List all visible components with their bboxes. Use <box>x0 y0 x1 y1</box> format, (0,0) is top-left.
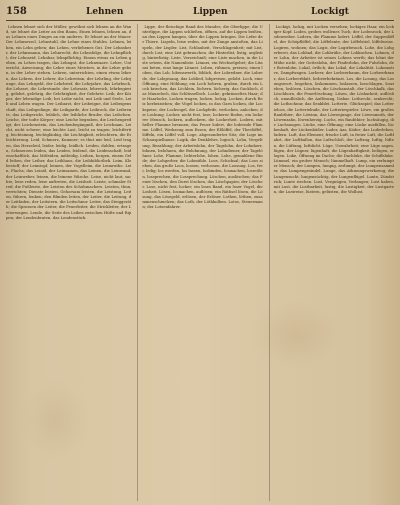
column-right-text: Lockigt, lockig, mit Locken versehen; lockiges Haar, ein lockiger Kopf. Loden, grobes wollenes Tuch; der Lodenrock, der Lodenweber. Lodern, die Flamme lodert. Löffel, der Suppenlöffel, der Schöpflöffel, die Löffelente, der Löffelstiel, löffelweise. Logiren, wohnen; das Logis, der Logirbesuch. Lohe, die Lohgerberei, das Lohbad, die Lohbrühe, der Lohkuchen. Lohnen, der Lohn, der Arbeiter ist seines Lohnes werth; das lohnt der Mühe nicht, der Gotteslohn, der Finderlohn, der Fuhrlohn, der Botenlohn. Lokal, örtlich; das Lokal, die Lokalität. Lokomotive, Dampfwagen. Lorbeer, der Lorbeerbaum, der Lorbeerkranz, das Lorbeerblatt, lorbeerbekränzt. Los, die Losung, das Losungswort, losgehen, loskommen, loslassen, losschlagen, losziehen, loslösen. Löschen, die Löschanstalt, der Löschkalk, das Löschhorn, die Feuerlöschung. Lösen, die Lösbarkeit, auflöslich, unauflöslich, die Auflösung, lösbar. Lothrecht, senkrecht; die Lothschnur, das Senkblei. Lotterie, Glücksspiel; das Lotterieloos, die Lotteriebude, der Lotteriespieler. Löwe, ein großes Raubthier; die Löwinn, das Löwenjunge, der Löwenmuth, der Löwenzahn, löwenherzig. Luchs, ein Raubthier; luchsäugig, die Luchsaugen. Lücke, eine Öffnung; eine Lücke ausfüllen, lückenhaft, der Lückenbüßer. Luder, Aas, Köder; das Luderleben, ludern. Luft, das Element; frische Luft, in freier Luft, die Luftfahrt, der Luftballon, das Luftschloß, der Luftzug, luftig, lüften, die Lüftung, luftdicht. Lüge, Unwahrheit; eine Lüge sagen, lügen, der Lügner, lügenhaft, die Lügenhaftigkeit, belügen, erlogen. Luke, Öffnung im Dache; die Dachluke, die Schiffsluke. Lümmel, ein grober Mensch; lümmelhaft. Lump, ein zerlumpter Mensch; der Lumpen, lumpig, zerlumpt, der Lumpensammler, das Lumpengesindel. Lunge, das Athmungswerkzeug; die Lungensucht, lungensüchtig, der Lungenflügel. Lunte, Zündstrick; Lunte riechen. Lust, Vergnügen, Verlangen; Lust haben, mit Lust, die Lustbarkeit, lustig, die Lustigkeit, der Lustgarten, die Lustreise, lüstern, gelüsten, die Wollust. <box>273 24 394 194</box>
running-head-right: Lockigt <box>311 7 349 17</box>
header-rule <box>6 20 394 21</box>
column-middle <box>137 24 262 501</box>
running-head-middle: Lippen <box>193 7 228 17</box>
column-left <box>6 24 131 501</box>
text-columns <box>6 24 394 501</box>
column-left-text: Lehnen lehnet sich der Müller, gewöhnt sich lehnen an die Wand, sie lehnet die Leiter an den Baum. Einen lehnen, lehnen an, das Lehnen eines Dinges an ein anderes. Er lehnet an der Mauer. Der Lehnsessel, Lehnstuhl, die Lehne eines Stuhles. Lehnen, leihen, ein Lehn geben; das Lehen, verliehenes Gut. Der Lehnsherr, der Lehnsmann, das Lehnrecht, die Lehnsfolge, die Lehnpflicht, der Lehnseid. Lehnbar, lehnpflichtig. Einem etwas zu Lehen geben, zu Lehen tragen, das Lehngut, die Lehnwaare. Lehre, Unterricht, Anweisung; die Lehre eines Meisters, in die Lehre geben, in der Lehre stehen. Lehren, unterrichten, einen etwas lehren, das Lehren, der Lehrer, die Lehrerinn, der Lehrling, der Lehrjunge, das Lehrgeld, der Lehrbrief, die Lehrjahre, das Lehrbuch, die Lehrart, die Lehrstunde, der Lehrsatz, lehrreich, lehrbegierig, gelehrt, gelehrig, die Gelehrigkeit, der Gelehrte. Leib, der Körper, der lebendige Leib; bei Leibe nicht, mit Leib und Seele, Leib und Leben wagen. Der Leibarzt, der Leibeigne, die Leibeigenschaft, das Leibgedinge, die Leibgarde, der Leibrock, die Leibrente, das Leibgericht, leiblich, der leibliche Bruder, das Leibchen. Leiche, der todte Körper; eine Leiche begraben, die Leichenpredigt, der Leichenstein, das Leichenbegängniß, der Leichnam. Leicht, nicht schwer; eine leichte Last, leicht zu tragen, leichtfertig, leichtsinnig, leichtgläubig, die Leichtigkeit, erleichtern, die Erleichterung. Leid, Schmerz, Kummer; es thut mir leid, Leid tragen, das Herzeleid, leider, leidig, leidlich. Leiden, dulden, ertragen, Schmerzen leiden, das Leiden, leidend, die Leidenschaft, leidenschaftlich, das Mitleiden, mitleidig. Leihen, borgen, einem Geld leihen, der Leiher, das Leihhaus, die Leihbibliothek. Leim, Klebestoff; der Leimtopf, leimen, der Vogelleim, die Leimruthe. Lein, Flachs; das Leinöl, der Leinsamen, das Leinen, die Leinwand, der Leinweber, leinen, die leinene Wäsche. Leise, nicht laut, sachte; leise reden, leise auftreten, die Leisheit. Leiste, schmaler Streif, die Fußleiste, der Leisten des Schuhmachers. Leisten, thun, verrichten; Dienste leisten, Gehorsam leisten, die Leistung. Leiten, führen, lenken; den Blinden leiten, der Leiter, die Leitung, der Leitfaden, der Leitstern, die Leitschnur. Leiter, das Steiggeräth; die Sprossen der Leiter, die Feuerleiter, die Strickleiter, der Leiterwagen. Lende, die Seite des Leibes zwischen Hüfte und Rippen; der Lendenbraten, das Lendenstück. <box>6 24 132 220</box>
column-right <box>269 24 394 501</box>
page-number: 158 <box>6 6 27 17</box>
running-head-left: Lehnen <box>86 7 124 17</box>
column-middle-text: Lippe, der fleischige Rand des Mundes; die Oberlippe, die Unterlippe, die Lippen schließen, öffnen, auf die Lippen beißen, an den Lippen hangen, über die Lippen bringen. Die Lefze der Thiere. Lispeln, leise reden, mit der Zunge anstoßen, das Lispeln, der Lispler. List, Schlauheit, Verschlagenheit; mit List, durch List, eine List gebrauchen, die Hinterlist, listig, arglistig, hinterlistig. Liste, Verzeichniß; eine Liste machen, in die Liste setzen, die Namenliste. Litanei, ein Wechselgebet; die Litanei beten, eine lange Litanei. Loben, rühmen, preisen; einen loben, das Lob, lobenswerth, löblich, der Lobredner, die Lobrede, der Lobgesang, das Loblied, lobpreisen, gelobt. Loch, eine Öffnung, eine Höhlung; ein Loch bohren, graben, durch ein Loch kriechen, das Löchlein, löchern, löcherig, das Guckloch, das Mauseloch, das Schlüsselloch. Locke, gekräuseltes Haar; die Haarlocke, Locken tragen, locken, lockig. Locken, durch Reiz herbeiziehen; die Vögel locken, in das Garn locken, die Lockspeise, der Lockvogel, die Lockpfeife, verlocken, anlocken, die Lockung. Locker, nicht fest, lose; lockerer Boden, ein lockerer Mensch, lockern, auflockern, die Lockerheit. Lodern, mit heller Flamme brennen; das Feuer lodert, die lodernde Flamme. Löffel, Werkzeug zum Essen; der Eßlöffel, der Theelöffel, löffeln, ein Löffel voll. Loge, abgesonderter Sitz; die Loge im Schauspielhause. Logik, die Denklehre, logisch. Lohn, Vergeltung, Bezahlung; der Arbeitslohn, der Tagelohn, der Lohnherr, lohnen, belohnen, die Belohnung, der Lohndiener, der Tagelöhner. Lohe, Flamme; lichterlohe, lohen. Lohe, gemahlene Rinde; der Lohgerber, die Lohmühle. Loos, Schicksal; das Loos ziehen, das große Loos, loosen, verloosen, die Loosung. Los, frei, ledig; los werden, los lassen, losbinden, losmachen, losreißen, lossprechen, die Lossprechung. Löschen, auslöschen; das Feuer löschen, den Durst löschen, das Löschpapier, der Löscher. Lose, nicht fest, locker; ein loses Band, ein loser Vogel, die Losheit. Lösen, losmachen, auflösen; ein Räthsel lösen, die Lösung, das Lösegeld, erlösen, der Erlöser. Lothen, löthen, zusammenschmelzen; das Loth, der Löthkolben. Lotse, Steuermann; der Lotsenfahrer. <box>142 24 263 210</box>
